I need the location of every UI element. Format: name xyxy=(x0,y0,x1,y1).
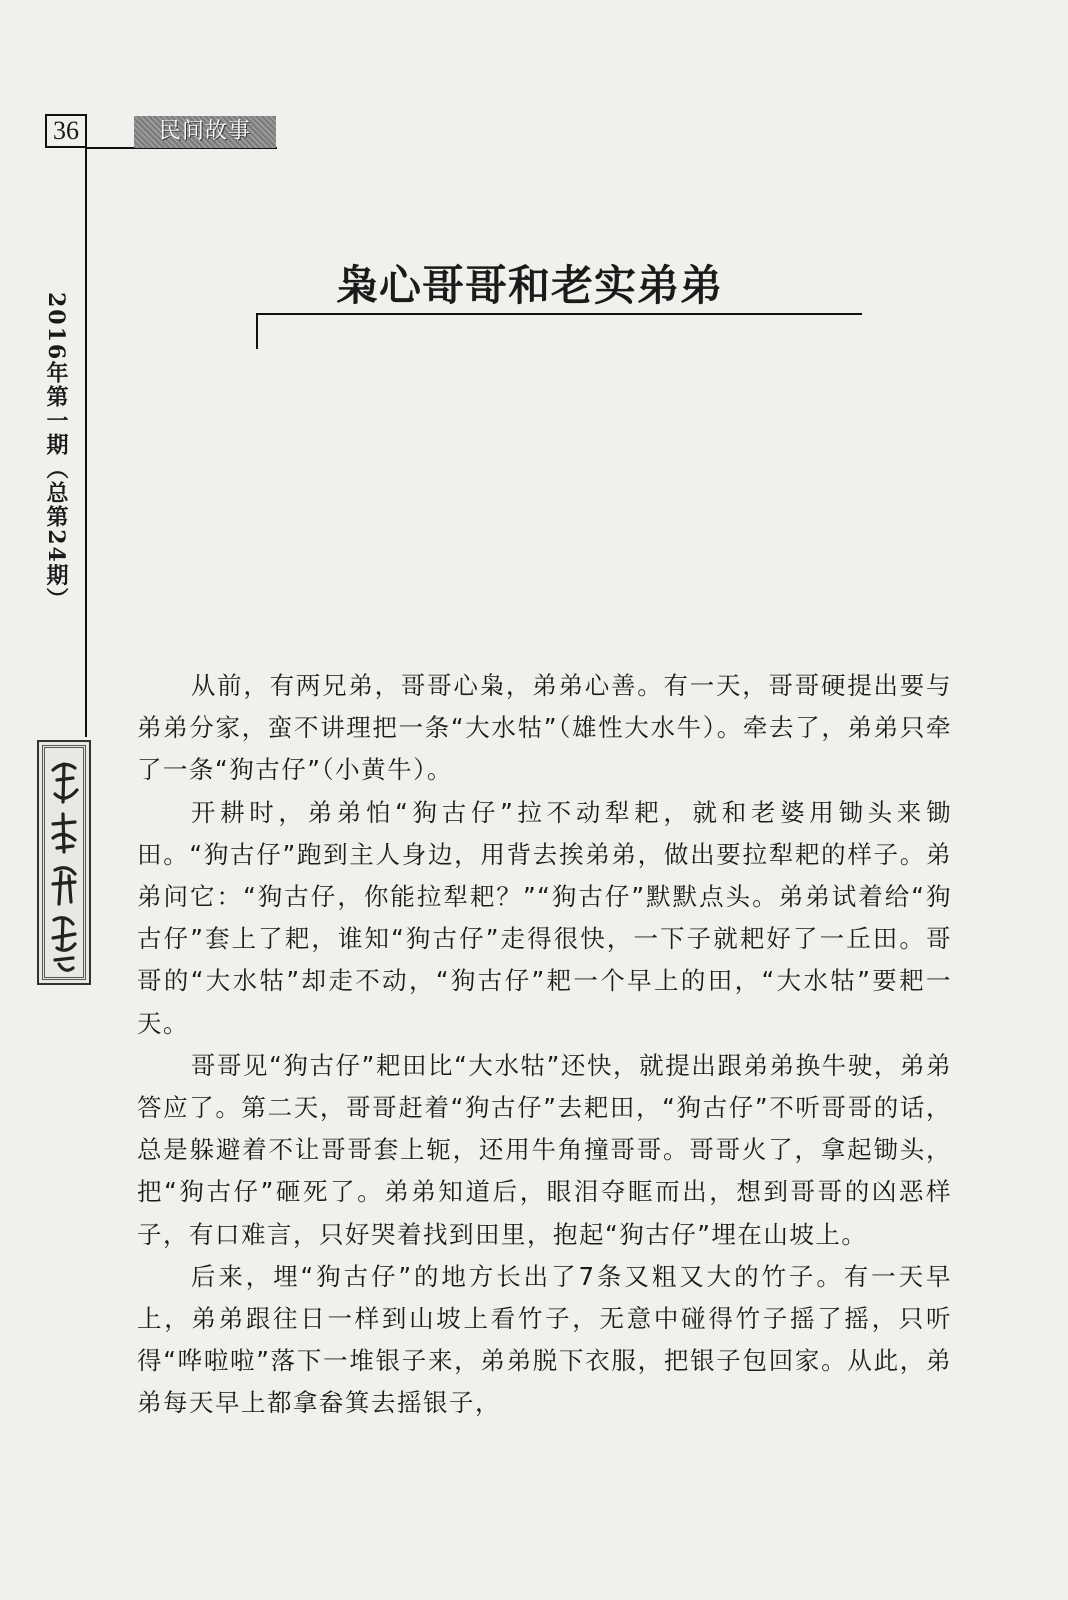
paragraph: 开耕时，弟弟怕“狗古仔”拉不动犁耙，就和老婆用锄头来锄田。“狗古仔”跑到主人身边，用背去挨弟弟，做出要拉犁耙的样子。弟弟问它：“狗古仔，你能拉犁耙？”“狗古仔”默默点头。弟弟试着给“狗古仔”套上了耙，谁知“狗古仔”走得很快，一下子就耙好了一丘田。哥哥的“大水牯”却走不动，“狗古仔”耙一个早上的田，“大水牯”要耙一天。 xyxy=(137,797,952,1038)
title-block xyxy=(256,258,862,348)
page-number: 36 xyxy=(45,114,87,148)
calligraphy-seal-icon xyxy=(39,742,89,983)
issue-info: 2016年第一期（总第24期） xyxy=(43,292,69,612)
paragraph: 后来，埋“狗古仔”的地方长出了7条又粗又大的竹子。有一天早上，弟弟跟往日一样到山坡上看竹子，无意中碰得竹子摇了摇，只听得“哗啦啦”落下一堆银子来，弟弟脱下衣服，把银子包回家。从此，弟弟每天早上都拿畚箕去摇银子， xyxy=(137,1261,952,1418)
calligraphy-seal xyxy=(37,740,91,985)
paragraph: 哥哥见“狗古仔”耙田比“大水牯”还快，就提出跟弟弟换牛驶，弟弟答应了。第二天，哥哥赶着“狗古仔”去耙田，“狗古仔”不听哥哥的话，总是躲避着不让哥哥套上轭，还用牛角撞哥哥。哥哥火了，拿起锄头，把“狗古仔”砸死了。弟弟知道后，眼泪夺眶而出，想到哥哥的凶恶样子，有口难言，只好哭着找到田里，抱起“狗古仔”埋在山坡上。 xyxy=(137,1050,952,1249)
paragraph: 从前，有两兄弟，哥哥心枭，弟弟心善。有一天，哥哥硬提出要与弟弟分家，蛮不讲理把一条“大水牯”（雄性大水牛）。牵去了，弟弟只牵了一条“狗古仔”（小黄牛）。 xyxy=(137,671,952,785)
margin-rule xyxy=(85,147,87,737)
title-underline xyxy=(256,313,862,315)
article-title: 枭心哥哥和老实弟弟 xyxy=(336,261,724,310)
article-body xyxy=(137,665,952,1425)
section-label: 民间故事 xyxy=(134,116,276,148)
title-corner-rule xyxy=(256,313,258,349)
